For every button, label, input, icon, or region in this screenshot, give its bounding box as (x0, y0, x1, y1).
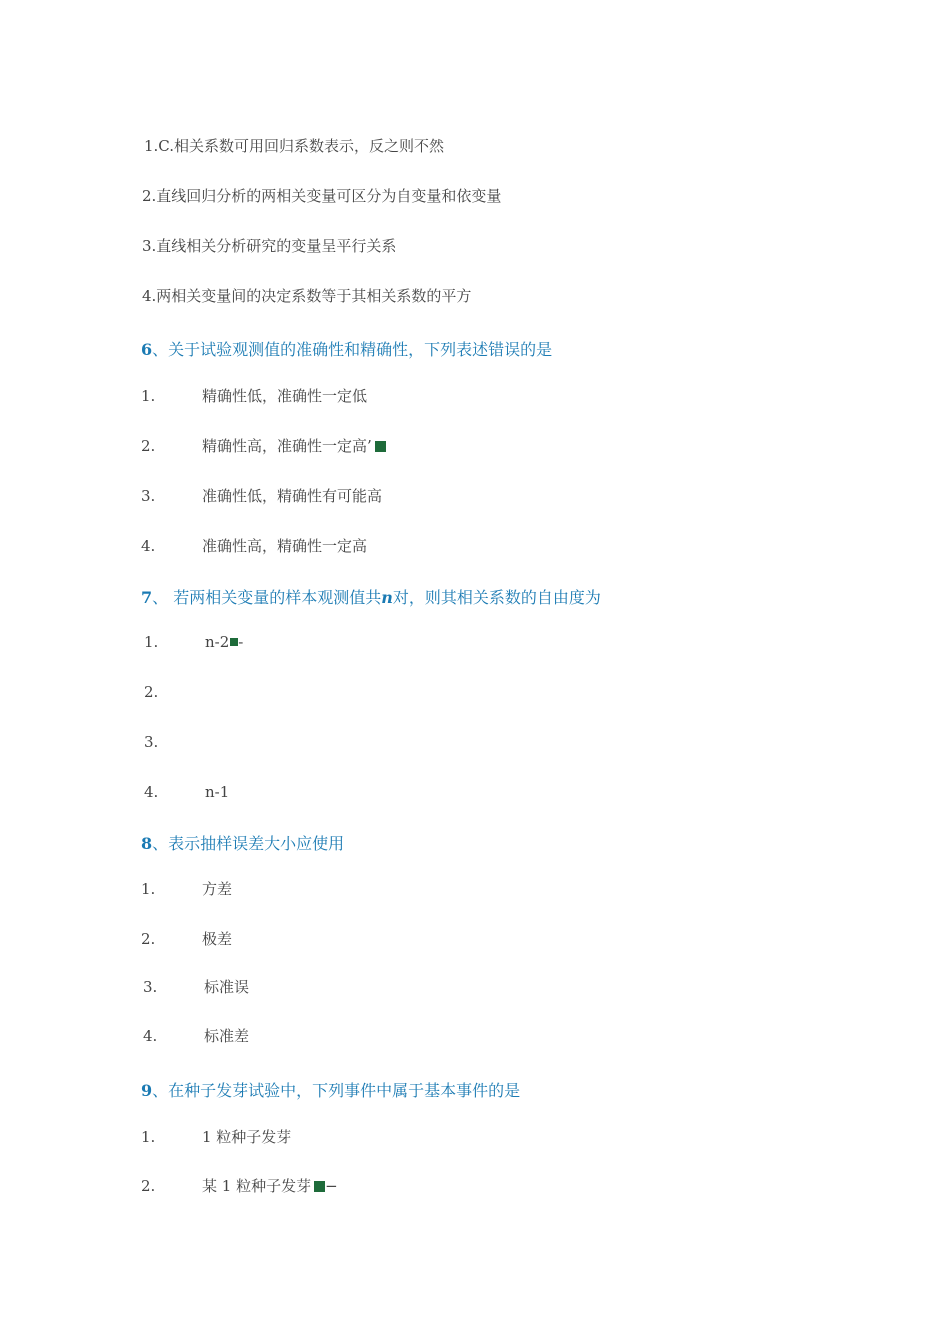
q6-option-4 (141, 536, 368, 556)
question-6 (141, 340, 552, 360)
q7-option-2 (144, 682, 158, 702)
question-number: 6 (141, 340, 153, 359)
option-text: 标准差 (204, 1027, 250, 1045)
option-suffix: − (325, 1177, 338, 1195)
option-text: 1 粒种子发芽 (202, 1128, 292, 1146)
answer-mark-icon (375, 441, 386, 452)
question-text-2: 对，则其相关系数的自由度为 (392, 588, 601, 607)
option-text: 极差 (202, 930, 233, 948)
q9-option-2 (141, 1176, 338, 1196)
q8-option-1 (141, 879, 233, 899)
option-number: 4. (143, 1027, 158, 1045)
option-number: 2. (144, 683, 159, 701)
question-number: 8 (141, 834, 153, 853)
question-number: 7 (141, 588, 153, 607)
pre-item-1: 1.C.相关系数可用回归系数表示，反之则不然 (144, 137, 445, 155)
question-7 (141, 588, 601, 608)
pre-item-4: 4.两相关变量间的决定系数等于其相关系数的平方 (142, 287, 472, 305)
option-number: 2. (141, 1177, 156, 1195)
option-number: 4. (141, 537, 156, 555)
question-text: 、 若两相关变量的样本观测值共 (152, 588, 382, 607)
q7-option-3 (144, 732, 158, 752)
option-text: 某 1 粒种子发芽 (202, 1177, 312, 1195)
option-text: 精确性高，准确性一定高’ (202, 437, 372, 455)
option-number: 3. (141, 487, 156, 505)
question-8 (141, 834, 344, 854)
pre-item-2: 2.直线回归分析的两相关变量可区分为自变量和依变量 (142, 187, 502, 205)
question-text: 、表示抽样误差大小应使用 (152, 834, 345, 853)
q6-option-2 (141, 436, 372, 456)
question-variable: n (381, 588, 393, 607)
q7-option-1 (144, 632, 244, 652)
option-number: 2. (141, 437, 156, 455)
option-text: 准确性低，精确性有可能高 (202, 487, 383, 505)
question-number: 9 (141, 1081, 153, 1100)
option-text: 方差 (202, 880, 233, 898)
option-number: 1. (141, 387, 156, 405)
question-text: 、关于试验观测值的准确性和精确性，下列表述错误的是 (152, 340, 553, 359)
question-text: 、在种子发芽试验中，下列事件中属于基本事件的是 (152, 1081, 521, 1100)
q8-option-4 (143, 1026, 250, 1046)
option-text-wrap (202, 436, 386, 456)
option-number: 1. (144, 633, 159, 651)
q8-option-2 (141, 929, 233, 949)
pre-item-3: 3.直线相关分析研究的变量呈平行关系 (142, 237, 397, 255)
question-9 (141, 1081, 520, 1101)
q6-option-1 (141, 386, 368, 406)
option-text: n-1 (205, 783, 230, 801)
option-text: n-2 (205, 633, 230, 651)
option-text: 精确性低，准确性一定低 (202, 387, 368, 405)
option-number: 1. (141, 880, 156, 898)
q6-option-3 (141, 486, 383, 506)
option-text: 准确性高，精确性一定高 (202, 537, 368, 555)
option-text: 标准误 (204, 978, 250, 996)
q8-option-3 (143, 977, 250, 997)
answer-mark-icon (314, 1181, 325, 1192)
q9-option-1 (141, 1127, 292, 1147)
option-text-wrap (202, 1176, 338, 1196)
q7-option-4 (144, 782, 230, 802)
option-number: 4. (144, 783, 159, 801)
option-number: 3. (143, 978, 158, 996)
option-number: 2. (141, 930, 156, 948)
option-number: 3. (144, 733, 159, 751)
option-suffix: - (238, 633, 244, 651)
option-number: 1. (141, 1128, 156, 1146)
option-text-wrap (205, 632, 243, 652)
